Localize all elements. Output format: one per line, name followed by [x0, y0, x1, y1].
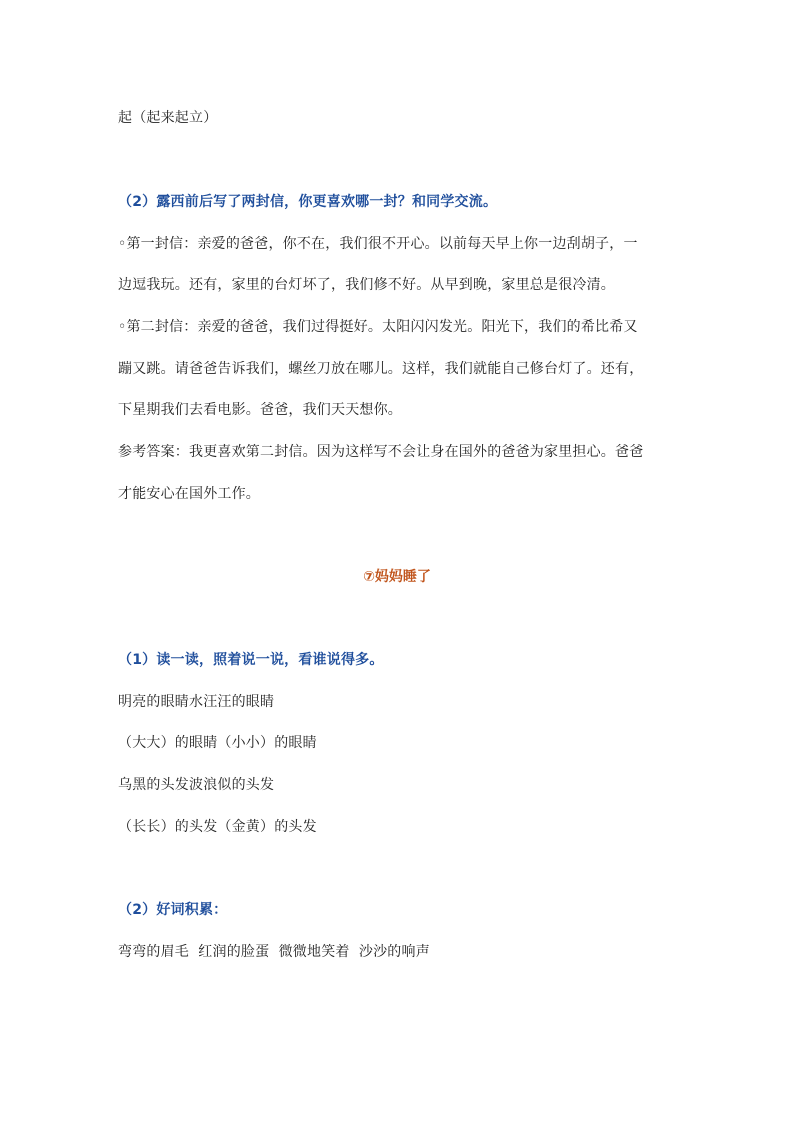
intro-line: 起（起来起立） — [118, 110, 218, 126]
good-words-heading: （2）好词积累： — [118, 902, 228, 918]
phrase-line-1: 明亮的眼睛水汪汪的眼睛 — [118, 694, 275, 710]
letter-2-line-3: 下星期我们去看电影。爸爸，我们天天想你。 — [118, 402, 402, 418]
phrase-line-3: 乌黑的头发波浪似的头发 — [118, 777, 275, 793]
question-1-heading: （1）读一读，照着说一说，看谁说得多。 — [118, 652, 384, 668]
answer-line-1: 参考答案：我更喜欢第二封信。因为这样写不会让身在国外的爸爸为家里担心。爸爸 — [118, 444, 644, 460]
letter-1-line-1: ◦第一封信：亲爱的爸爸，你不在，我们很不开心。以前每天早上你一边刮胡子，一 — [118, 236, 638, 252]
letter-2-line-1: ◦第二封信：亲爱的爸爸，我们过得挺好。太阳闪闪发光。阳光下，我们的希比希又 — [118, 319, 638, 335]
letter-1-line-2: 边逗我玩。还有，家里的台灯坏了，我们修不好。从早到晚，家里总是很冷清。 — [118, 277, 615, 293]
section-title: ⑦妈妈睡了 — [363, 569, 431, 585]
good-words-line: 弯弯的眉毛 红润的脸蛋 微微地笑着 沙沙的响声 — [118, 944, 430, 960]
phrase-line-2: （大大）的眼睛（小小）的眼睛 — [118, 735, 317, 751]
answer-line-2: 才能安心在国外工作。 — [118, 486, 260, 502]
question-2-heading: （2）露西前后写了两封信，你更喜欢哪一封？和同学交流。 — [118, 194, 498, 210]
phrase-line-4: （长长）的头发（金黄）的头发 — [118, 819, 317, 835]
letter-2-line-2: 蹦又跳。请爸爸告诉我们，螺丝刀放在哪儿。这样，我们就能自己修台灯了。还有， — [118, 361, 644, 377]
